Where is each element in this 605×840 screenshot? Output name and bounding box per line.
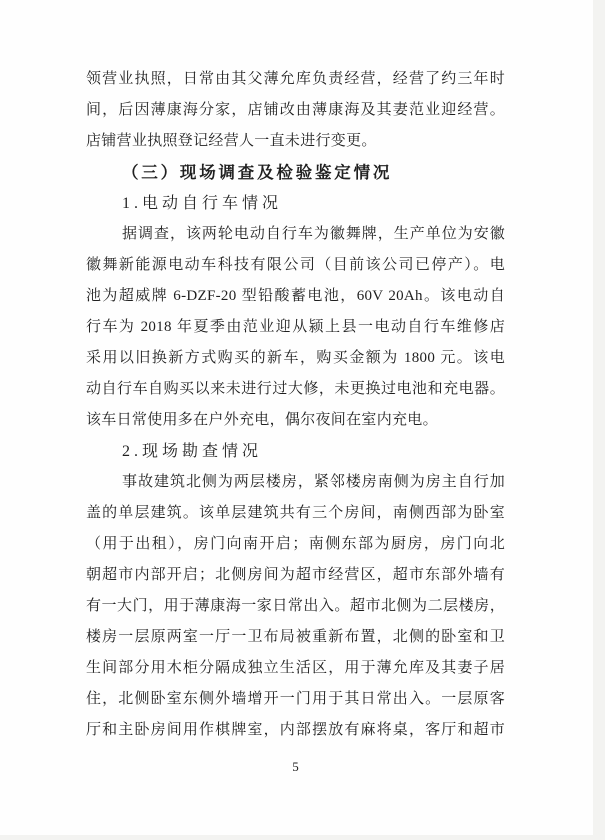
text-line: 事故建筑北侧为两层楼房，紧邻楼房南侧为房主自行加 [122,474,505,490]
subsection-heading-1: 1.电动自行车情况 [122,195,283,212]
text-line: 领营业执照，日常由其父薄允库负责经营，经营了约三年时 [86,71,505,87]
text-line: 该车日常使用多在户外充电，偶尔夜间在室内充电。 [86,412,438,428]
text-line: 厅和主卧房间用作棋牌室，内部摆放有麻将桌，客厅和超市 [86,722,505,738]
text-line: 朝超市内部开启；北侧房间为超市经营区，超市东部外墙有 [86,567,505,583]
text-line: 有一大门，用于薄康海一家日常出入。超市北侧为二层楼房， [86,598,505,614]
text-line: 池为超威牌 6-DZF-20 型铅酸蓄电池，60V 20Ah。该电动自 [86,288,505,304]
text-line: 徽舞新能源电动车科技有限公司（目前该公司已停产）。电 [86,257,505,273]
document-text [86,64,505,746]
text-line: 动自行车自购买以来未进行过大修，未更换过电池和充电器。 [86,381,505,397]
text-line: 店铺营业执照登记经营人一直未进行变更。 [86,133,377,149]
text-line: 行车为 2018 年夏季由范业迎从颍上县一电动自行车维修店 [86,319,505,335]
text-line: 住，北侧卧室东侧外墙增开一门用于其日常出入。一层原客 [86,691,505,707]
section-heading: （三）现场调查及检验鉴定情况 [122,163,393,182]
text-line: 采用以旧换新方式购买的新车，购买金额为 1800 元。该电 [86,350,505,366]
page-number: 5 [292,759,299,774]
text-line: 楼房一层原两室一厅一卫布局被重新布置，北侧的卧室和卫 [86,629,505,645]
text-line: 盖的单层建筑。该单层建筑共有三个房间，南侧西部为卧室 [86,505,505,521]
subsection-heading-2: 2.现场勘查情况 [122,443,263,460]
text-line: 生间部分用木柜分隔成独立生活区，用于薄允库及其妻子居 [86,660,505,676]
text-line: 间，后因薄康海分家，店铺改由薄康海及其妻范业迎经营。 [86,102,505,118]
text-line: （用于出租），房门向南开启；南侧东部为厨房，房门向北 [86,536,505,552]
text-line: 据调查，该两轮电动自行车为徽舞牌，生产单位为安徽 [122,226,505,242]
